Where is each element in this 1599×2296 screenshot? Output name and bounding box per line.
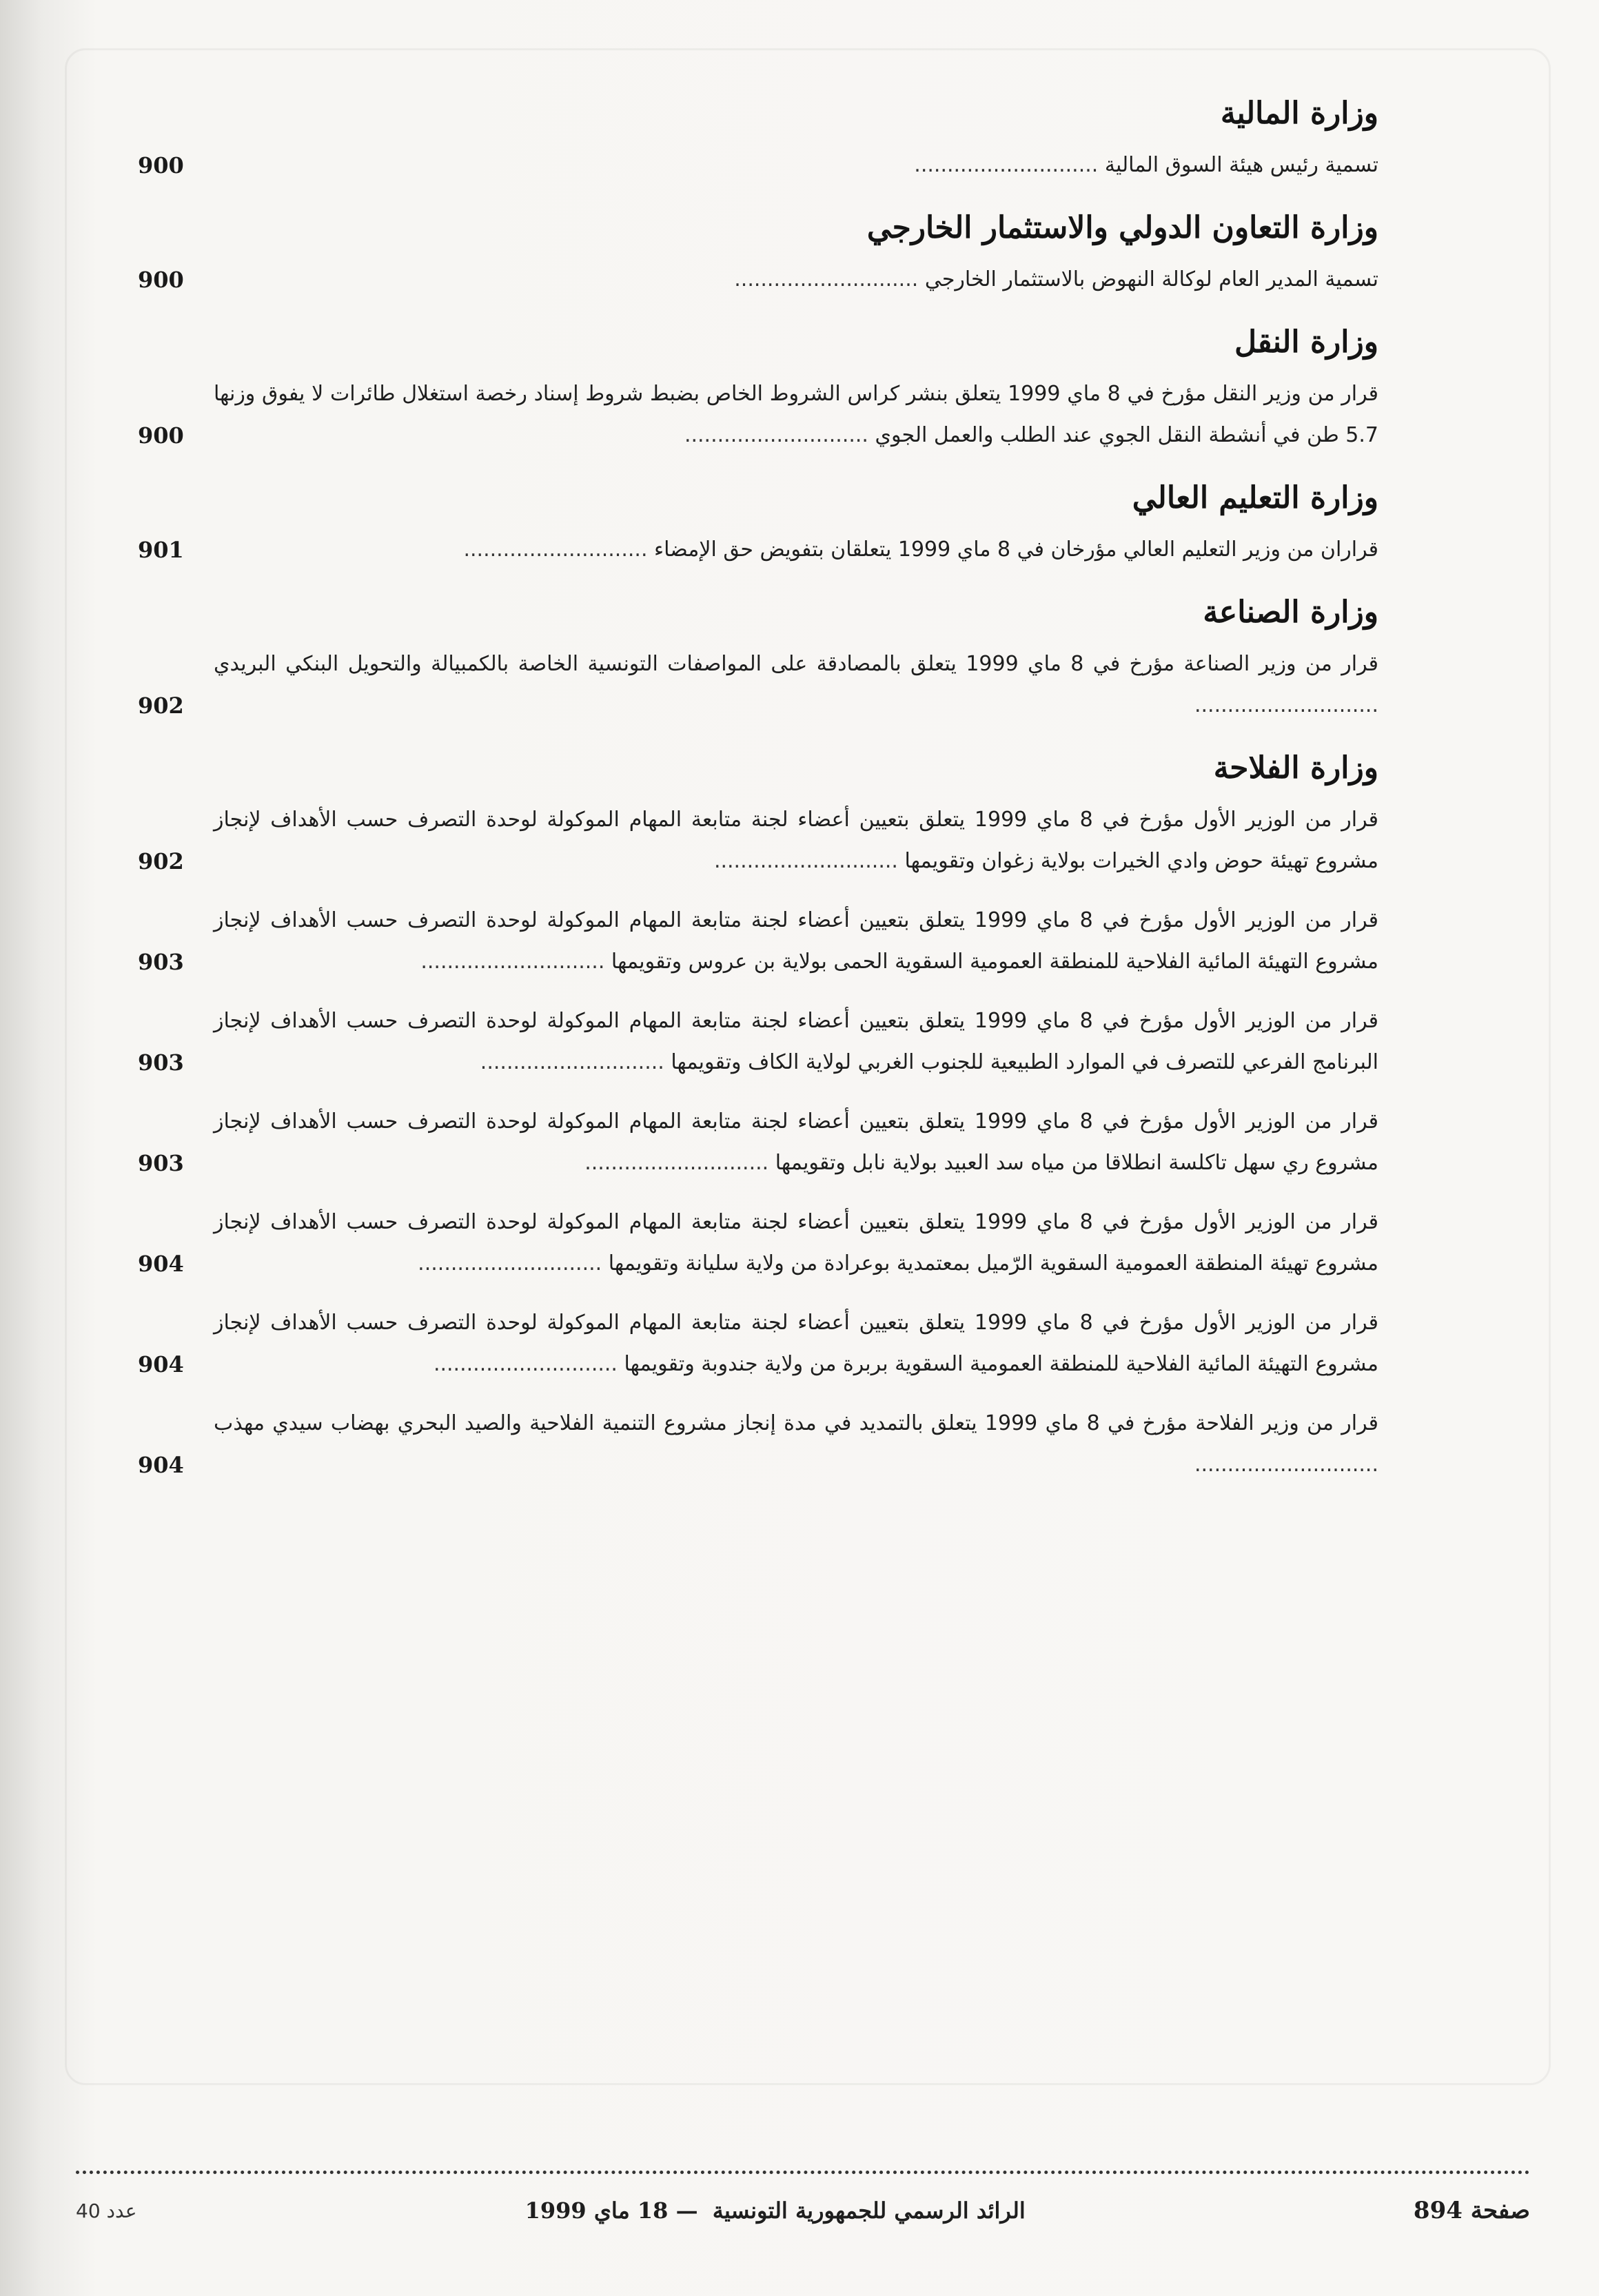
toc-page-number: 904 xyxy=(138,1452,184,1478)
toc-entry-text xyxy=(214,1001,1378,1083)
toc-page-number: 902 xyxy=(138,848,184,874)
publication-line xyxy=(525,2197,1026,2224)
toc-page-number: 903 xyxy=(138,1049,184,1076)
toc-page-number: 903 xyxy=(138,949,184,975)
page-footer xyxy=(76,2190,1530,2231)
ministry-section xyxy=(138,90,1378,186)
table-of-contents xyxy=(138,83,1378,1504)
toc-entry-text xyxy=(214,259,1378,300)
toc-entry[interactable] xyxy=(138,1001,1378,1083)
ministry-section xyxy=(138,474,1378,571)
toc-entry-title: قرار من الوزير الأول مؤرخ في 8 ماي 1999 يتعلق بتعيين أعضاء لجنة متابعة المهام الموكولة لوحدة التصرف حسب الأهداف لإنجاز مشروع التهيئة المائية الفلاحية للمنطقة العمومية السقوية بربرة من ولاية جندوبة وتقويمها xyxy=(214,1311,1379,1376)
toc-entry[interactable] xyxy=(138,259,1378,300)
ministry-heading: وزارة الفلاحة xyxy=(1213,750,1378,786)
toc-entry-text xyxy=(214,799,1378,882)
toc-entry-title: قرار من الوزير الأول مؤرخ في 8 ماي 1999 يتعلق بتعيين أعضاء لجنة متابعة المهام الموكولة لوحدة التصرف حسب الأهداف لإنجاز مشروع ري سهل تاكلسة انطلاقا من مياه سد العبيد بولاية نابل وتقويمها xyxy=(214,1109,1379,1175)
dot-leader: ............................ xyxy=(420,950,611,974)
toc-entry-title: قرار من الوزير الأول مؤرخ في 8 ماي 1999 يتعلق بتعيين أعضاء لجنة متابعة المهام الموكولة لوحدة التصرف حسب الأهداف لإنجاز البرنامج الفرعي للتصرف في الموارد الطبيعية للجنوب الغربي لولاية الكاف وتقويمها xyxy=(214,1009,1379,1074)
footer-divider xyxy=(76,2171,1530,2174)
dot-leader: ............................ xyxy=(684,423,875,447)
toc-entry[interactable] xyxy=(138,1302,1378,1385)
publication-title: الرائد الرسمي للجمهورية التونسية xyxy=(712,2197,1026,2224)
toc-page-number: 904 xyxy=(138,1251,184,1277)
dot-leader: ............................ xyxy=(914,153,1105,177)
toc-entry-title: قرار من الوزير الأول مؤرخ في 8 ماي 1999 يتعلق بتعيين أعضاء لجنة متابعة المهام الموكولة لوحدة التصرف حسب الأهداف لإنجاز مشروع تهيئة حوض وادي الخيرات بولاية زغوان وتقويمها xyxy=(214,808,1379,873)
toc-entry-text xyxy=(214,644,1378,726)
toc-entry-text xyxy=(214,900,1378,983)
toc-entry-title: قرار من وزير الصناعة مؤرخ في 8 ماي 1999 يتعلق بالمصادقة على المواصفات التونسية الخاصة بالكمبيالة والتحويل البنكي البريدي xyxy=(214,652,1378,676)
toc-entry-text xyxy=(214,145,1378,186)
toc-entry-text xyxy=(214,1101,1378,1184)
toc-page-number: 904 xyxy=(138,1351,184,1377)
dot-leader: ............................ xyxy=(713,849,905,873)
dot-leader: ............................ xyxy=(418,1251,609,1275)
dot-leader: ............................ xyxy=(433,1352,624,1376)
toc-entry-text xyxy=(214,1202,1378,1284)
ministry-heading: وزارة التعاون الدولي والاستثمار الخارجي xyxy=(866,210,1378,245)
page-number: صفحة 894 xyxy=(1413,2197,1530,2224)
toc-entry[interactable] xyxy=(138,1202,1378,1284)
ministry-section xyxy=(138,744,1378,1486)
dot-leader: ............................ xyxy=(463,537,655,562)
toc-entry-title: تسمية رئيس هيئة السوق المالية xyxy=(1104,153,1378,177)
toc-entry-title: قرار من الوزير الأول مؤرخ في 8 ماي 1999 يتعلق بتعيين أعضاء لجنة متابعة المهام الموكولة لوحدة التصرف حسب الأهداف لإنجاز مشروع التهيئة المائية الفلاحية للمنطقة العمومية السقوية الحمى بولاية بن عروس وتقويمها xyxy=(214,908,1379,974)
ministry-section xyxy=(138,204,1378,300)
toc-entry[interactable] xyxy=(138,900,1378,983)
toc-entry[interactable] xyxy=(138,1101,1378,1184)
toc-entry[interactable] xyxy=(138,529,1378,571)
ministry-heading: وزارة الصناعة xyxy=(1203,595,1378,630)
toc-entry[interactable] xyxy=(138,1403,1378,1486)
toc-entry-title: قرار من وزير الفلاحة مؤرخ في 8 ماي 1999 يتعلق بالتمديد في مدة إنجاز مشروع التنمية الفلاحية والصيد البحري بهضاب سيدي مهذب xyxy=(214,1411,1378,1435)
ministry-heading: وزارة المالية xyxy=(1220,96,1378,131)
toc-page-number: 900 xyxy=(138,152,184,178)
toc-entry-title: قرار من وزير النقل مؤرخ في 8 ماي 1999 يتعلق بنشر كراس الشروط الخاص بضبط شروط إسناد رخصة استغلال طائرات لا يفوق وزنها 5.7 طن في أنشطة النقل الجوي عند الطلب والعمل الجوي xyxy=(214,382,1379,447)
ministry-heading: وزارة النقل xyxy=(1234,325,1378,360)
publication-date: — 18 ماي 1999 xyxy=(524,2197,698,2224)
toc-entry-title: قرار من الوزير الأول مؤرخ في 8 ماي 1999 يتعلق بتعيين أعضاء لجنة متابعة المهام الموكولة لوحدة التصرف حسب الأهداف لإنجاز مشروع تهيئة المنطقة العمومية السقوية الرّميل بمعتمدية بوعرادة من ولاية سليانة وتقويمها xyxy=(214,1210,1379,1275)
ministry-heading: وزارة التعليم العالي xyxy=(1132,480,1378,515)
toc-entry-text xyxy=(214,373,1378,456)
toc-entry[interactable] xyxy=(138,373,1378,456)
toc-entry-title: قراران من وزير التعليم العالي مؤرخان في 8 ماي 1999 يتعلقان بتفويض حق الإمضاء xyxy=(654,537,1378,562)
toc-entry-text xyxy=(214,1302,1378,1385)
toc-entry[interactable] xyxy=(138,145,1378,186)
dot-leader: ............................ xyxy=(480,1050,671,1074)
toc-page-number: 902 xyxy=(138,693,184,719)
toc-page-number: 903 xyxy=(138,1150,184,1176)
toc-page-number: 900 xyxy=(138,267,184,293)
dot-leader: ............................ xyxy=(1194,693,1378,717)
toc-page-number: 900 xyxy=(138,422,184,449)
dot-leader: ............................ xyxy=(1194,1453,1378,1477)
toc-entry-text xyxy=(214,1403,1378,1486)
dot-leader: ............................ xyxy=(734,267,925,291)
toc-page-number: 901 xyxy=(138,537,184,563)
issue-number: عدد 40 xyxy=(76,2199,137,2222)
dot-leader: ............................ xyxy=(584,1151,775,1175)
toc-entry-title: تسمية المدير العام لوكالة النهوض بالاستثمار الخارجي xyxy=(924,267,1378,291)
ministry-section xyxy=(138,318,1378,456)
toc-entry-text xyxy=(214,529,1378,571)
toc-entry[interactable] xyxy=(138,644,1378,726)
toc-entry[interactable] xyxy=(138,799,1378,882)
ministry-section xyxy=(138,588,1378,726)
